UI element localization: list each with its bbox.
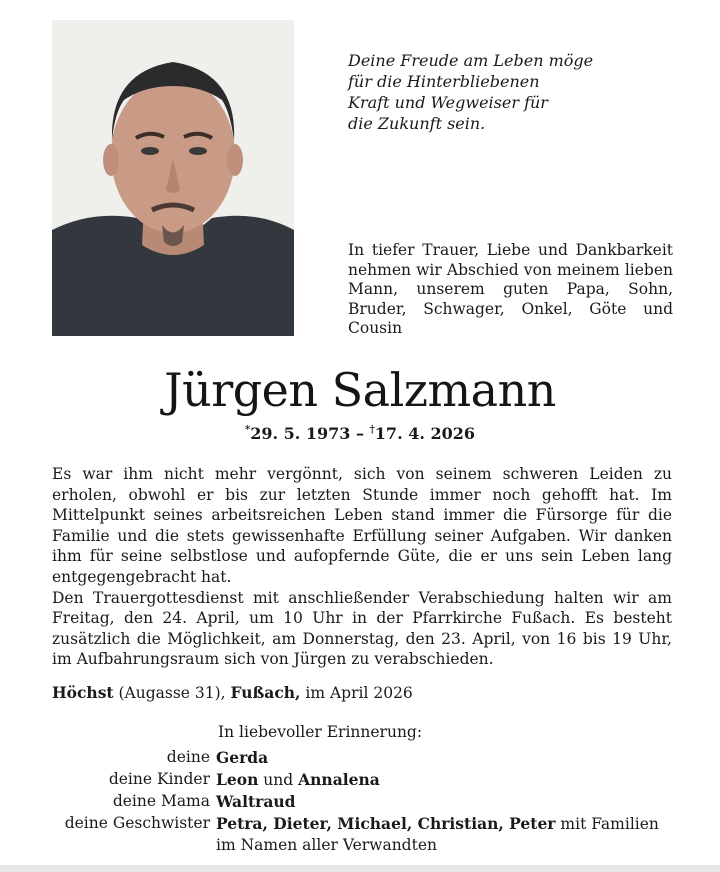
- death-symbol: †: [369, 424, 375, 436]
- mourner-name: Gerda: [216, 748, 269, 767]
- joiner-text: und: [258, 771, 299, 789]
- mourner-row: [40, 813, 720, 835]
- relation-label: deine Geschwister: [64, 814, 210, 832]
- remembrance-heading: In liebevoller Erinnerung:: [218, 723, 423, 741]
- town-hoechst: Höchst: [52, 683, 114, 702]
- mourner-name: Petra, Dieter, Michael, Christian, Peter: [216, 814, 556, 833]
- address: (Augasse 31),: [113, 684, 231, 702]
- mourner-name: Leon: [216, 770, 259, 789]
- birth-date: 29. 5. 1973: [250, 424, 351, 443]
- mourners-list: [40, 747, 720, 856]
- mourner-row: [40, 835, 720, 856]
- motto-line: Kraft und Wegweiser für: [348, 93, 548, 112]
- portrait-photo: [52, 20, 294, 336]
- mourner-row: [40, 791, 720, 813]
- motto-line: für die Hinterbliebenen: [348, 72, 540, 91]
- birth-symbol: *: [244, 424, 251, 436]
- town-fussach: Fußach,: [230, 683, 301, 702]
- page-bottom-edge: [0, 865, 720, 872]
- relation-label: deine Kinder: [108, 770, 210, 788]
- mourner-name: Waltraud: [216, 792, 296, 811]
- relation-label: deine: [166, 748, 210, 766]
- deceased-name: Jürgen Salzmann: [164, 363, 556, 417]
- life-dates: [0, 424, 720, 443]
- month-year: im April 2026: [300, 684, 413, 702]
- motto-line: die Zukunft sein.: [348, 114, 486, 133]
- mourner-row: [40, 769, 720, 791]
- motto-line: Deine Freude am Leben möge: [348, 51, 594, 70]
- body-paragraph: Es war ihm nicht mehr vergönnt, sich von seinem schweren Leiden zu erholen, obwohl er bis zur letzten Stunde immer noch gehofft hat. Im Mittelpunkt seines arbeitsreichen Leben stand immer die Fürsorge für die Familie und die stets gewissenhafte Erfüllung seiner Aufgaben. Wir danken ihm für seine selbstlose und aufopfernde Güte, die er uns sein Leben lang entgegengebracht hat.: [52, 465, 672, 586]
- motto-verse: [348, 50, 688, 134]
- relation-label: deine Mama: [112, 792, 210, 810]
- mourner-row: [40, 747, 720, 769]
- body-paragraph: Den Trauergottesdienst mit anschließender Verabschiedung halten wir am Freitag, den 24. April, um 10 Uhr in der Pfarrkirche Fußach. Es besteht zusätzlich die Möglichkeit, am Donnerstag, den 23. April, von 16 bis 19 Uhr, im Aufbahrungsraum sich von Jürgen zu verabschieden.: [52, 588, 672, 669]
- intro-text: In tiefer Trauer, Liebe und Dankbarkeit nehmen wir Abschied von meinem lieben Mann, unserem guten Papa, Sohn, Bruder, Schwager, Onkel, Göte und Cousin: [348, 241, 673, 337]
- families-suffix: mit Familien: [555, 815, 659, 833]
- place-date-line: [52, 683, 413, 702]
- date-separator: –: [350, 424, 370, 443]
- obituary-body: [52, 464, 672, 670]
- relatives-line: im Namen aller Verwandten: [216, 836, 437, 854]
- mourner-name: Annalena: [298, 770, 380, 789]
- death-date: 17. 4. 2026: [374, 424, 476, 443]
